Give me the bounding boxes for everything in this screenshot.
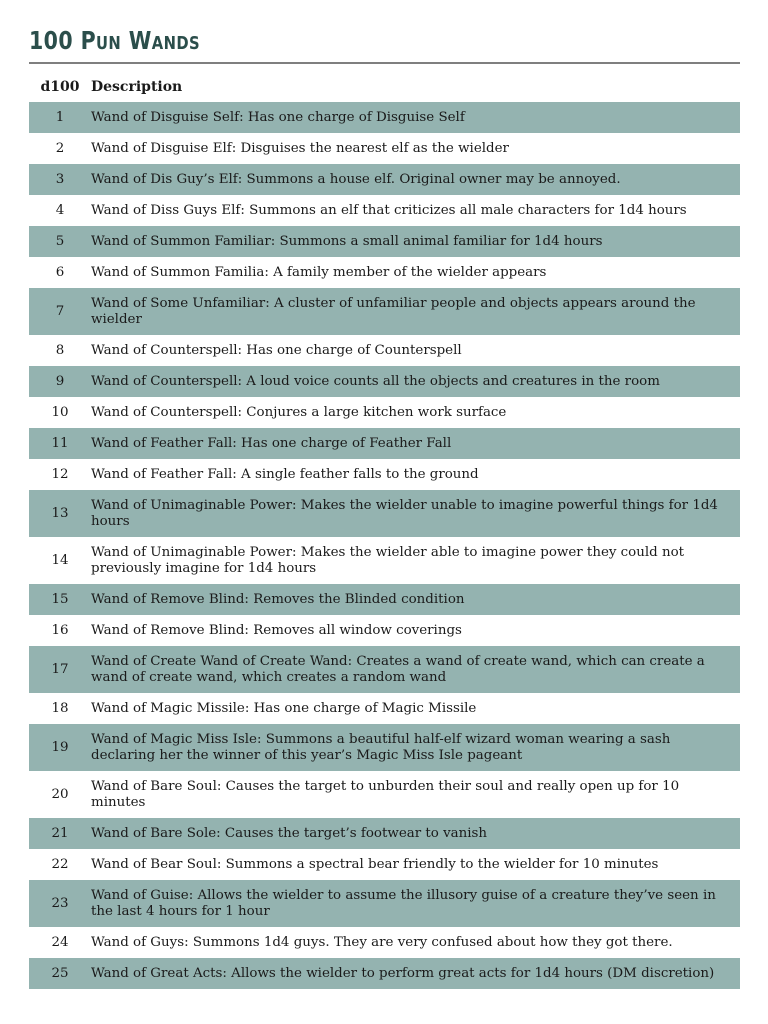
row-description: Wand of Unimaginable Power: Makes the wielder unable to imagine powerful things for 1d4 hours: [91, 490, 740, 537]
table-row: [29, 880, 740, 927]
table-row: [29, 646, 740, 693]
table-header-row: [29, 72, 740, 102]
row-roll: 7: [29, 288, 91, 335]
row-roll: 2: [29, 133, 91, 164]
row-description: Wand of Magic Miss Isle: Summons a beautiful half-elf wizard woman wearing a sash declaring her the winner of this year’s Magic Miss Isle pageant: [91, 724, 740, 771]
row-roll: 19: [29, 724, 91, 771]
table-row: [29, 288, 740, 335]
row-description: Wand of Bear Soul: Summons a spectral bear friendly to the wielder for 10 minutes: [91, 849, 740, 880]
table-row: [29, 335, 740, 366]
row-description: Wand of Dis Guy’s Elf: Summons a house elf. Original owner may be annoyed.: [91, 164, 740, 195]
table-row: [29, 428, 740, 459]
table-row: [29, 133, 740, 164]
table-row: [29, 771, 740, 818]
row-description: Wand of Unimaginable Power: Makes the wielder able to imagine power they could not previously imagine for 1d4 hours: [91, 537, 740, 584]
row-description: Wand of Counterspell: Has one charge of Counterspell: [91, 335, 740, 366]
row-description: Wand of Remove Blind: Removes the Blinded condition: [91, 584, 740, 615]
table-row: [29, 693, 740, 724]
row-roll: 1: [29, 102, 91, 133]
table-row: [29, 102, 740, 133]
row-roll: 23: [29, 880, 91, 927]
header-description: Description: [91, 79, 183, 95]
row-description: Wand of Great Acts: Allows the wielder to perform great acts for 1d4 hours (DM discretion): [91, 958, 740, 989]
table-row: [29, 584, 740, 615]
row-roll: 3: [29, 164, 91, 195]
row-roll: 20: [29, 771, 91, 818]
table-row: [29, 366, 740, 397]
page-title: 100 Pun Wands: [29, 26, 201, 55]
row-roll: 25: [29, 958, 91, 989]
row-description: Wand of Magic Missile: Has one charge of Magic Missile: [91, 693, 740, 724]
row-description: Wand of Disguise Elf: Disguises the nearest elf as the wielder: [91, 133, 740, 164]
row-description: Wand of Guise: Allows the wielder to assume the illusory guise of a creature they’ve seen in the last 4 hours for 1 hour: [91, 880, 740, 927]
row-roll: 22: [29, 849, 91, 880]
row-roll: 21: [29, 818, 91, 849]
row-roll: 17: [29, 646, 91, 693]
row-description: Wand of Create Wand of Create Wand: Creates a wand of create wand, which can create a wand of create wand, which creates a random wand: [91, 646, 740, 693]
row-description: Wand of Summon Familia: A family member of the wielder appears: [91, 257, 740, 288]
row-roll: 10: [29, 397, 91, 428]
row-roll: 15: [29, 584, 91, 615]
table-row: [29, 459, 740, 490]
row-description: Wand of Feather Fall: A single feather falls to the ground: [91, 459, 740, 490]
table-row: [29, 849, 740, 880]
row-description: Wand of Bare Sole: Causes the target’s footwear to vanish: [91, 818, 740, 849]
row-roll: 12: [29, 459, 91, 490]
table-row: [29, 537, 740, 584]
table-row: [29, 615, 740, 646]
header-roll: d100: [40, 79, 80, 95]
table-row: [29, 490, 740, 537]
row-description: Wand of Disguise Self: Has one charge of Disguise Self: [91, 102, 740, 133]
row-description: Wand of Diss Guys Elf: Summons an elf that criticizes all male characters for 1d4 hours: [91, 195, 740, 226]
row-description: Wand of Counterspell: A loud voice counts all the objects and creatures in the room: [91, 366, 740, 397]
row-description: Wand of Guys: Summons 1d4 guys. They are very confused about how they got there.: [91, 927, 740, 958]
row-description: Wand of Feather Fall: Has one charge of Feather Fall: [91, 428, 740, 459]
table-row: [29, 927, 740, 958]
row-roll: 4: [29, 195, 91, 226]
title-divider: [29, 62, 740, 64]
table-row: [29, 257, 740, 288]
row-roll: 24: [29, 927, 91, 958]
table-row: [29, 818, 740, 849]
row-description: Wand of Some Unfamiliar: A cluster of unfamiliar people and objects appears around the wielder: [91, 288, 740, 335]
row-roll: 6: [29, 257, 91, 288]
row-description: Wand of Remove Blind: Removes all window coverings: [91, 615, 740, 646]
row-roll: 14: [29, 537, 91, 584]
row-description: Wand of Counterspell: Conjures a large kitchen work surface: [91, 397, 740, 428]
row-roll: 5: [29, 226, 91, 257]
row-roll: 9: [29, 366, 91, 397]
table-row: [29, 195, 740, 226]
table-row: [29, 226, 740, 257]
table-row: [29, 397, 740, 428]
row-roll: 8: [29, 335, 91, 366]
row-roll: 11: [29, 428, 91, 459]
table-row: [29, 958, 740, 989]
row-description: Wand of Bare Soul: Causes the target to unburden their soul and really open up for 10 minutes: [91, 771, 740, 818]
table-row: [29, 724, 740, 771]
row-roll: 16: [29, 615, 91, 646]
pun-wands-table: [29, 72, 740, 989]
row-roll: 13: [29, 490, 91, 537]
table-row: [29, 164, 740, 195]
row-roll: 18: [29, 693, 91, 724]
row-description: Wand of Summon Familiar: Summons a small animal familiar for 1d4 hours: [91, 226, 740, 257]
